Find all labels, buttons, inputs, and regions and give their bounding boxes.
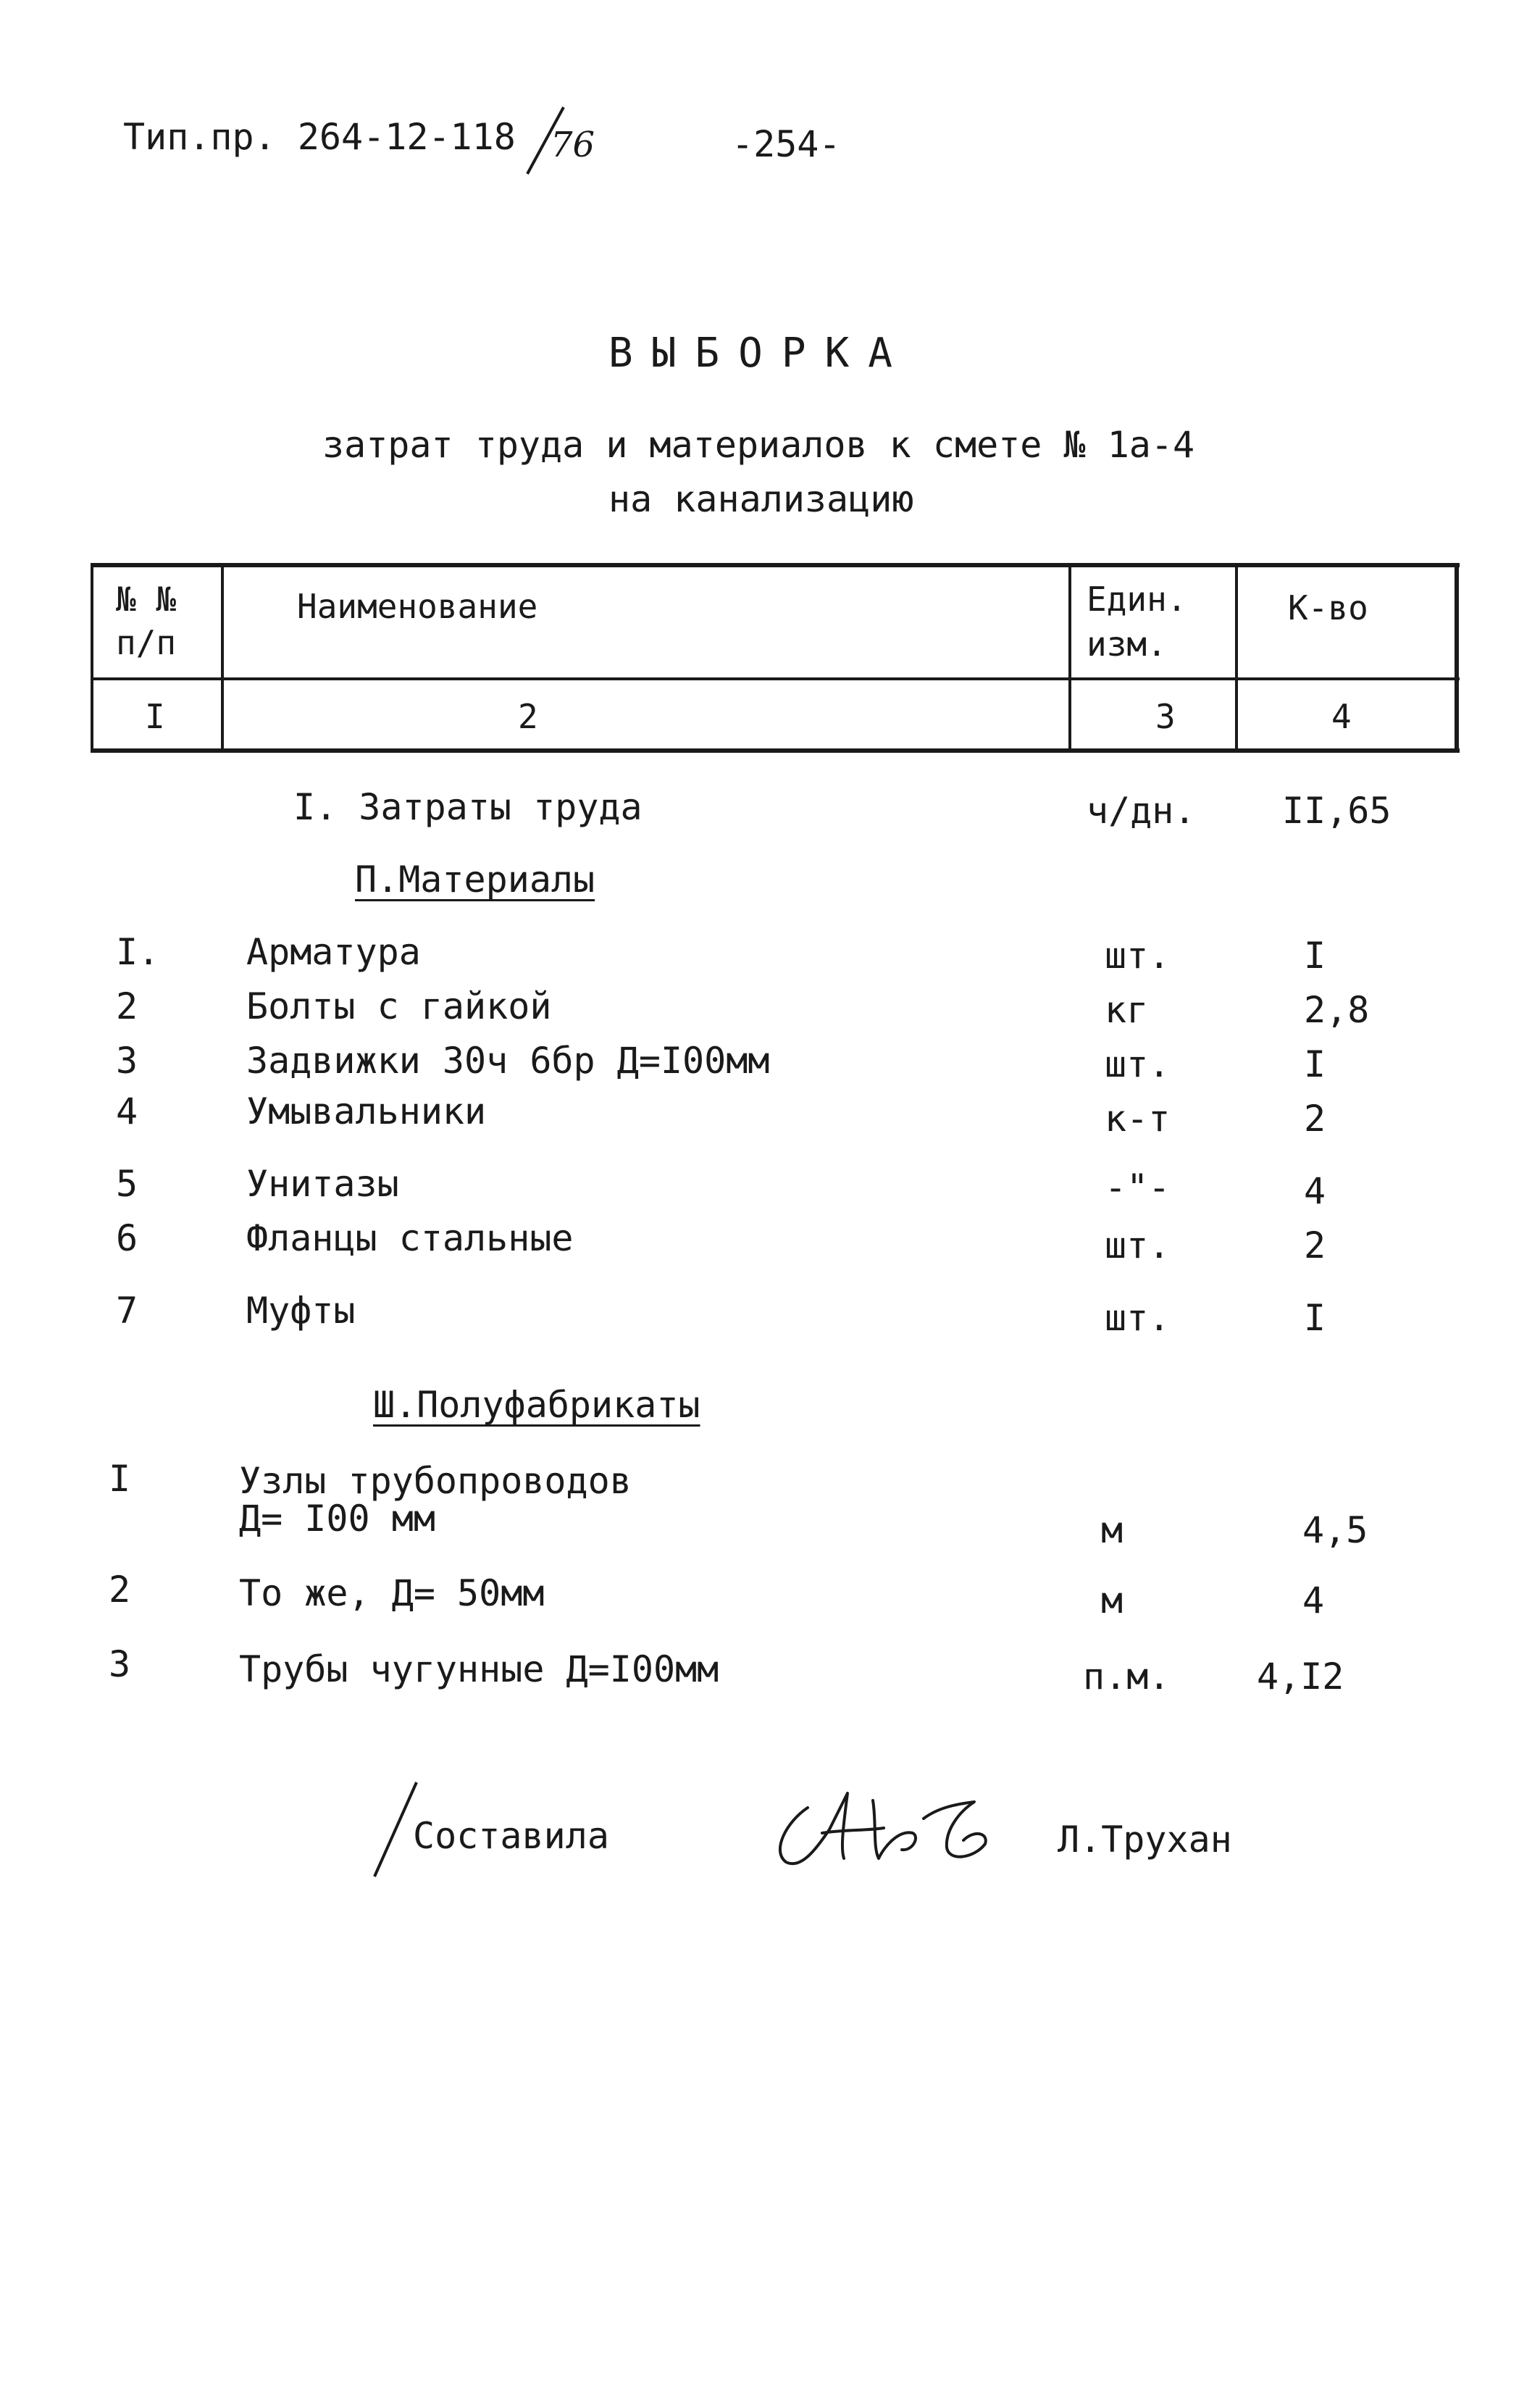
header-name: Наименование: [297, 587, 538, 626]
semi-row-2-name: То же, Д= 50мм: [239, 1572, 545, 1614]
semi-heading: Ш.Полуфабрикаты: [373, 1384, 700, 1426]
table-mid-border: [91, 677, 1460, 680]
col-number-1: I: [145, 697, 165, 736]
header-num-line1: № №: [116, 580, 177, 619]
material-row-5-name: Унитазы: [246, 1163, 399, 1205]
document-subtitle-2: на канализацию: [608, 478, 914, 520]
table-divider-1: [221, 563, 224, 753]
semi-row-1-qty: 4,5: [1302, 1509, 1368, 1551]
header-num-line2: п/п: [116, 623, 177, 662]
material-row-5-qty: 4: [1304, 1170, 1326, 1212]
semi-row-1-unit: м: [1101, 1509, 1123, 1551]
labor-label: I. Затраты труда: [293, 786, 643, 828]
table-bottom-border: [91, 748, 1460, 753]
header-unit-line1: Един.: [1087, 580, 1187, 619]
semi-row-2-qty: 4: [1302, 1579, 1325, 1621]
material-row-3-unit: шт.: [1105, 1043, 1171, 1085]
material-row-7-unit: шт.: [1105, 1297, 1171, 1339]
material-row-1-qty: I: [1304, 935, 1326, 977]
table-divider-2: [1068, 563, 1071, 753]
table-left-border: [91, 563, 93, 753]
semi-row-3-name: Трубы чугунные Д=I00мм: [239, 1648, 719, 1690]
material-row-1-unit: шт.: [1105, 935, 1171, 977]
material-row-4-unit: к-т: [1105, 1098, 1171, 1140]
material-row-7-num: 7: [116, 1290, 138, 1332]
material-row-4-num: 4: [116, 1090, 138, 1132]
handwritten-signature: [757, 1779, 1018, 1880]
col-number-4: 4: [1331, 697, 1352, 736]
material-row-6-name: Фланцы стальные: [246, 1217, 574, 1259]
material-row-4-qty: 2: [1304, 1098, 1326, 1140]
table-top-border: [91, 563, 1460, 567]
material-row-5-unit: -"-: [1105, 1166, 1171, 1209]
semi-row-1-name: Узлы трубопроводов: [239, 1460, 632, 1502]
material-row-5-num: 5: [116, 1163, 138, 1205]
material-row-1-num: I.: [116, 931, 160, 973]
table-divider-3: [1235, 563, 1238, 753]
material-row-6-qty: 2: [1304, 1224, 1326, 1266]
material-row-1-name: Арматура: [246, 931, 421, 973]
material-row-3-name: Задвижки 30ч 6бр Д=I00мм: [246, 1040, 770, 1082]
material-row-6-num: 6: [116, 1217, 138, 1259]
document-code-handwritten: 76: [551, 125, 595, 165]
document-title: ВЫБОРКА: [608, 330, 912, 377]
document-code: Тип.пр. 264-12-118: [123, 116, 516, 158]
material-row-3-num: 3: [116, 1040, 138, 1082]
compiler-name: Л.Трухан: [1058, 1819, 1232, 1861]
semi-row-2-unit: м: [1101, 1579, 1123, 1621]
semi-row-1-num: I: [109, 1458, 131, 1500]
semi-row-1-name2: Д= I00 мм: [239, 1498, 435, 1540]
material-row-6-unit: шт.: [1105, 1224, 1171, 1266]
semi-row-3-unit: п.м.: [1083, 1656, 1171, 1698]
material-row-7-qty: I: [1304, 1297, 1326, 1339]
page-number: -254-: [732, 123, 841, 165]
materials-heading: П.Материалы: [355, 859, 595, 901]
material-row-3-qty: I: [1304, 1043, 1326, 1085]
material-row-7-name: Муфты: [246, 1290, 356, 1332]
header-qty: К-во: [1288, 588, 1368, 627]
semi-row-3-num: 3: [109, 1643, 131, 1685]
material-row-2-name: Болты с гайкой: [246, 985, 552, 1027]
material-row-2-num: 2: [116, 985, 138, 1027]
labor-unit: ч/дн.: [1087, 790, 1196, 832]
table-right-border: [1455, 563, 1459, 753]
material-row-2-qty: 2,8: [1304, 989, 1370, 1031]
semi-row-3-qty: 4,I2: [1257, 1656, 1344, 1698]
header-unit-line2: изм.: [1087, 625, 1167, 664]
material-row-4-name: Умывальники: [246, 1090, 487, 1132]
semi-row-2-num: 2: [109, 1569, 131, 1611]
col-number-2: 2: [518, 697, 538, 736]
col-number-3: 3: [1155, 697, 1176, 736]
document-subtitle-1: затрат труда и материалов к смете № 1а-4: [322, 424, 1195, 466]
material-row-2-unit: кг: [1105, 989, 1149, 1031]
compiled-label: Составила: [413, 1815, 609, 1857]
labor-qty: II,65: [1282, 790, 1392, 832]
